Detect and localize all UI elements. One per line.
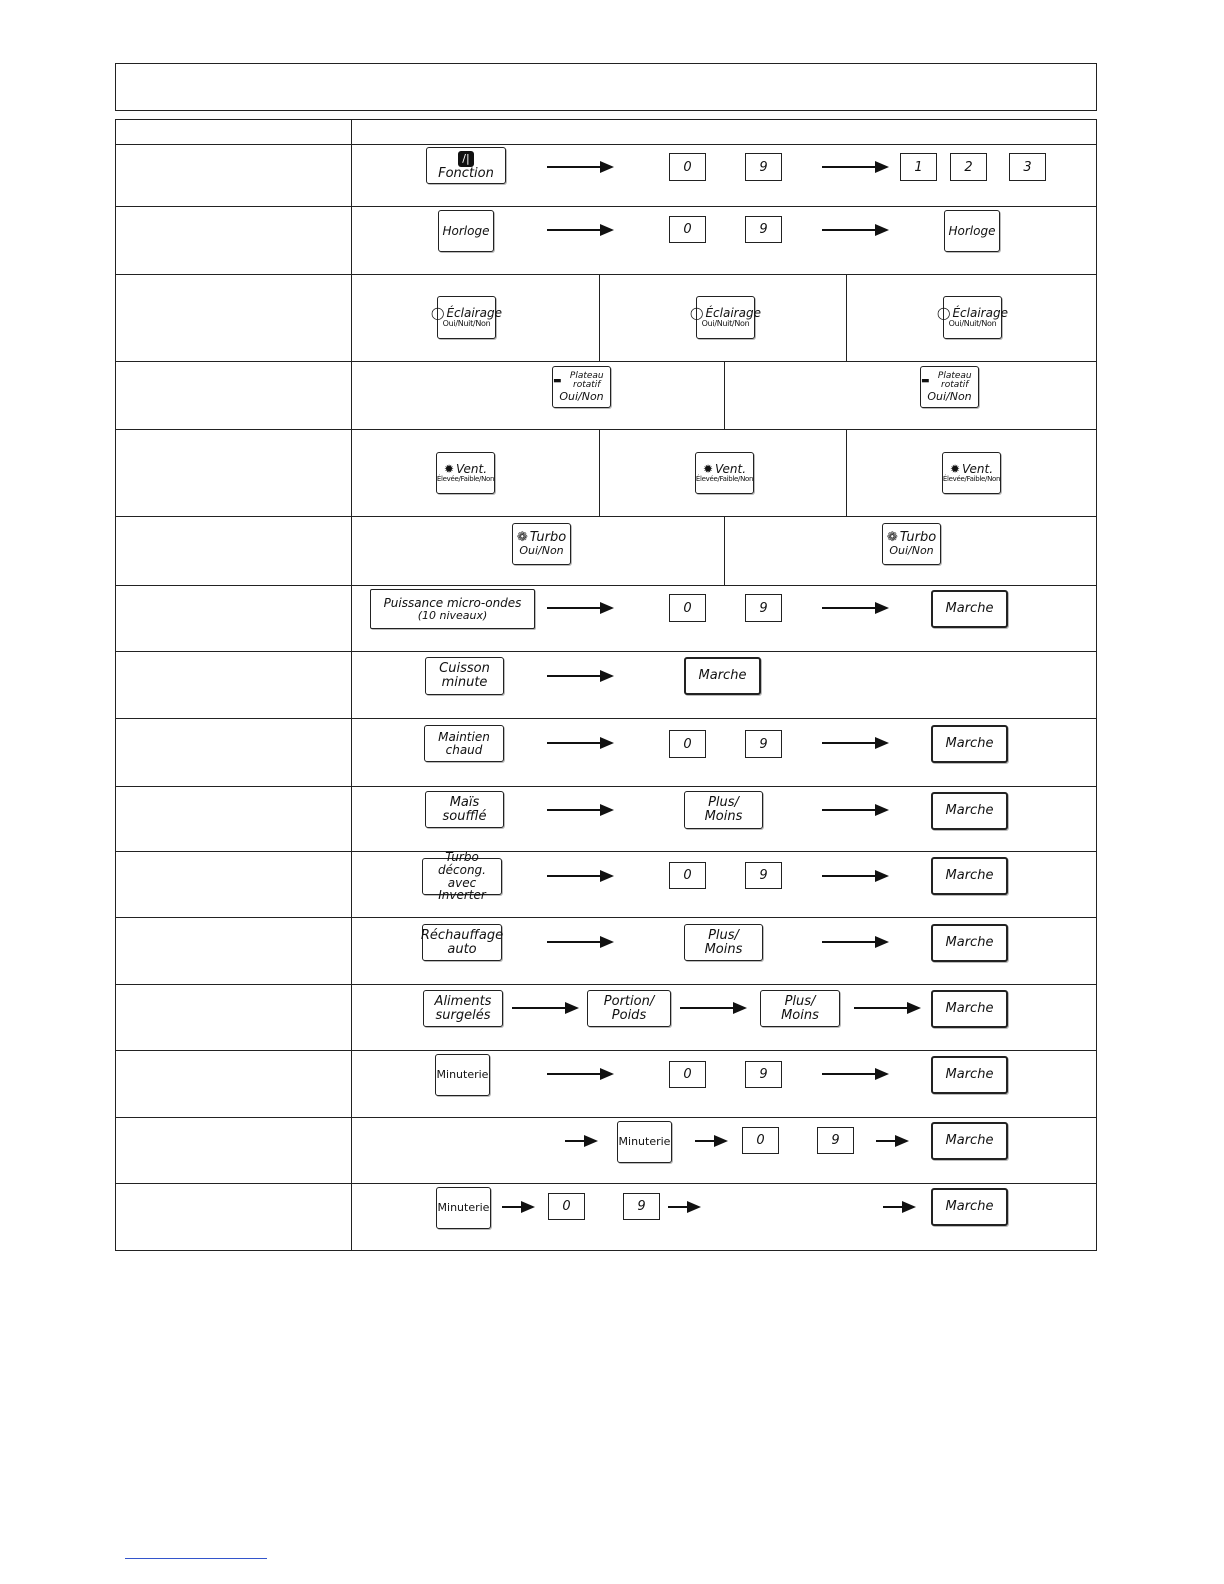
- digit-9-key[interactable]: 9: [745, 862, 782, 889]
- vent-key[interactable]: [695, 452, 754, 494]
- arrow: [822, 166, 886, 168]
- digit-0-key[interactable]: 0: [669, 862, 706, 889]
- digit-0-key[interactable]: 0: [548, 1193, 585, 1220]
- marche-key[interactable]: Marche: [931, 725, 1008, 763]
- turbo-key[interactable]: [882, 523, 941, 565]
- plateau-label: Plateau rotatif: [937, 370, 972, 391]
- arrow: [680, 1007, 744, 1009]
- plus-moins-key[interactable]: [760, 990, 840, 1027]
- vent-label: Vent.: [962, 462, 994, 477]
- digit-9-key[interactable]: 9: [745, 730, 782, 758]
- plateau-rotatif-key[interactable]: [552, 366, 611, 408]
- vent-key[interactable]: [436, 452, 495, 494]
- arrow: [565, 1140, 595, 1142]
- row-divider: [115, 361, 1097, 362]
- puissance-label: Puissance micro-ondes: [383, 595, 522, 610]
- vent-label: Vent.: [715, 462, 747, 477]
- arrow: [876, 1140, 906, 1142]
- minuterie-key[interactable]: Minuterie: [436, 1187, 491, 1229]
- marche-key[interactable]: Marche: [931, 792, 1008, 830]
- minuterie-key[interactable]: Minuterie: [617, 1121, 672, 1163]
- fork-knife-icon: /|: [458, 151, 474, 167]
- turbo-decong-key[interactable]: [422, 850, 502, 903]
- lamp-icon: ◯: [431, 306, 445, 320]
- digit-9-key[interactable]: 9: [623, 1193, 660, 1220]
- marche-key[interactable]: Marche: [931, 1188, 1008, 1226]
- vent-key[interactable]: [942, 452, 1001, 494]
- plus-moins-key[interactable]: [684, 924, 763, 961]
- plateau-sub-label: Oui/Non: [927, 389, 972, 403]
- fonction-key[interactable]: [426, 147, 506, 184]
- cell-divider: [724, 361, 725, 429]
- puissance-sub-label: (10 niveaux): [417, 608, 488, 622]
- eclairage-key[interactable]: [937, 296, 1008, 339]
- arrow: [547, 166, 611, 168]
- digit-0-key[interactable]: 0: [742, 1127, 779, 1154]
- turntable-icon: ▬: [553, 375, 562, 386]
- vent-label: Vent.: [456, 462, 488, 477]
- arrow: [512, 1007, 576, 1009]
- footer-link-underline: [125, 1558, 267, 1559]
- row-divider: [115, 516, 1097, 517]
- vent-sub-label: Élevée/Faible/Non: [695, 474, 754, 483]
- arrow: [668, 1206, 698, 1208]
- arrow: [547, 809, 611, 811]
- cell-divider: [846, 274, 847, 361]
- eclairage-key[interactable]: [431, 296, 502, 339]
- portion-label: Portion/: [603, 993, 655, 1009]
- turntable-icon: ▬: [921, 375, 930, 386]
- cuisson-label: Cuisson: [439, 661, 490, 677]
- digit-3-key[interactable]: 3: [1009, 153, 1046, 181]
- digit-0-key[interactable]: 0: [669, 153, 706, 181]
- eclairage-sub-label: Oui/Nuit/Non: [442, 318, 491, 328]
- eclairage-sub-label: Oui/Nuit/Non: [948, 318, 997, 328]
- fonction-label: Fonction: [438, 165, 494, 181]
- moins-label: Moins: [704, 941, 743, 957]
- poids-label: Poids: [611, 1007, 647, 1023]
- plus-label: Plus/: [708, 927, 739, 943]
- plateau-rotatif-key[interactable]: [920, 366, 979, 408]
- turbo-label: Turbo: [899, 530, 937, 546]
- aliments-surgeles-key[interactable]: [423, 990, 503, 1027]
- row-divider: [115, 651, 1097, 652]
- turbo-fan-icon: ❁: [516, 530, 528, 546]
- arrow: [822, 875, 886, 877]
- turbo-decong-label: Turbo décong.: [438, 850, 486, 877]
- rechauffage-sub-label: auto: [447, 941, 477, 957]
- digit-9-key[interactable]: 9: [817, 1127, 854, 1154]
- row-divider: [115, 274, 1097, 275]
- column-divider: [351, 119, 352, 1251]
- cell-divider: [599, 429, 600, 516]
- cuisson-sub-label: minute: [441, 675, 488, 690]
- aliments-sub-label: surgelés: [435, 1007, 491, 1023]
- digit-9-key[interactable]: 9: [745, 216, 782, 243]
- turbo-sub-label: Oui/Non: [519, 544, 564, 558]
- arrow: [822, 1073, 886, 1075]
- arrow: [547, 1073, 611, 1075]
- arrow: [547, 607, 611, 609]
- vent-sub-label: Élevée/Faible/Non: [436, 474, 495, 483]
- moins-label: Moins: [704, 809, 743, 824]
- turbo-key[interactable]: [512, 523, 571, 565]
- eclairage-label: Éclairage: [952, 306, 1008, 320]
- fan-icon: ✹: [949, 462, 961, 477]
- arrow: [547, 229, 611, 231]
- digit-9-key[interactable]: 9: [745, 153, 782, 181]
- eclairage-sub-label: Oui/Nuit/Non: [701, 318, 750, 328]
- horloge-key[interactable]: Horloge: [438, 210, 494, 252]
- arrow: [822, 607, 886, 609]
- fan-icon: ✹: [443, 462, 455, 477]
- plus-label: Plus/: [708, 795, 739, 811]
- mais-souffle-key[interactable]: Maïs soufflé: [425, 791, 504, 828]
- minuterie-key[interactable]: Minuterie: [435, 1054, 490, 1096]
- arrow: [822, 229, 886, 231]
- row-divider: [115, 1050, 1097, 1051]
- arrow: [822, 809, 886, 811]
- fan-icon: ✹: [702, 462, 714, 477]
- arrow: [547, 941, 611, 943]
- row-divider: [115, 144, 1097, 145]
- row-divider: [115, 786, 1097, 787]
- moins-label: Moins: [781, 1007, 819, 1023]
- row-divider: [115, 851, 1097, 852]
- row-divider: [115, 585, 1097, 586]
- marche-key[interactable]: Marche: [931, 857, 1008, 895]
- row-divider: [115, 1183, 1097, 1184]
- lamp-icon: ◯: [937, 306, 951, 320]
- plateau-sub-label: Oui/Non: [559, 389, 604, 403]
- vent-sub-label: Élevée/Faible/Non: [942, 474, 1001, 483]
- horloge-key[interactable]: Horloge: [944, 210, 1000, 252]
- portion-poids-key[interactable]: [587, 990, 671, 1027]
- row-divider: [115, 206, 1097, 207]
- row-divider: [115, 984, 1097, 985]
- arrow: [502, 1206, 532, 1208]
- digit-2-key[interactable]: 2: [950, 153, 987, 181]
- row-divider: [115, 718, 1097, 719]
- plus-label: Plus/: [784, 993, 816, 1009]
- arrow: [695, 1140, 725, 1142]
- digit-0-key[interactable]: 0: [669, 1061, 706, 1088]
- row-divider: [115, 429, 1097, 430]
- arrow: [883, 1206, 913, 1208]
- arrow: [547, 875, 611, 877]
- arrow: [547, 675, 611, 677]
- marche-key[interactable]: Marche: [931, 1056, 1008, 1094]
- eclairage-label: Éclairage: [446, 306, 502, 320]
- aliments-label: Aliments: [434, 993, 492, 1009]
- cell-divider: [846, 429, 847, 516]
- cell-divider: [724, 516, 725, 585]
- marche-key[interactable]: Marche: [931, 1122, 1008, 1160]
- cuisson-minute-key[interactable]: [425, 657, 504, 695]
- turbo-fan-icon: ❁: [886, 530, 898, 546]
- marche-key[interactable]: Marche: [931, 924, 1008, 962]
- digit-9-key[interactable]: 9: [745, 594, 782, 622]
- arrow: [547, 742, 611, 744]
- turbo-decong-sub-label: avec Inverter: [438, 875, 486, 903]
- eclairage-key[interactable]: [690, 296, 761, 339]
- digit-9-key[interactable]: 9: [745, 1061, 782, 1088]
- cell-divider: [599, 274, 600, 361]
- lamp-icon: ◯: [690, 306, 704, 320]
- row-divider: [115, 1117, 1097, 1118]
- marche-key[interactable]: Marche: [684, 657, 761, 695]
- arrow: [854, 1007, 918, 1009]
- turbo-sub-label: Oui/Non: [889, 544, 934, 558]
- rechauffage-auto-key[interactable]: [422, 924, 502, 961]
- plateau-label: Plateau rotatif: [569, 370, 604, 391]
- marche-key[interactable]: Marche: [931, 990, 1008, 1028]
- rechauffage-label: Réchauffage: [420, 927, 504, 943]
- turbo-label: Turbo: [529, 530, 567, 546]
- puissance-micro-ondes-key[interactable]: [370, 589, 535, 629]
- row-divider: [115, 917, 1097, 918]
- arrow: [822, 941, 886, 943]
- plus-moins-key[interactable]: [684, 791, 763, 829]
- marche-key[interactable]: Marche: [931, 590, 1008, 628]
- digit-0-key[interactable]: 0: [669, 730, 706, 758]
- digit-0-key[interactable]: 0: [669, 216, 706, 243]
- digit-1-key[interactable]: 1: [900, 153, 937, 181]
- digit-0-key[interactable]: 0: [669, 594, 706, 622]
- maintien-chaud-key[interactable]: Maintien chaud: [424, 725, 504, 762]
- title-box: [115, 63, 1097, 111]
- eclairage-label: Éclairage: [705, 306, 761, 320]
- arrow: [822, 742, 886, 744]
